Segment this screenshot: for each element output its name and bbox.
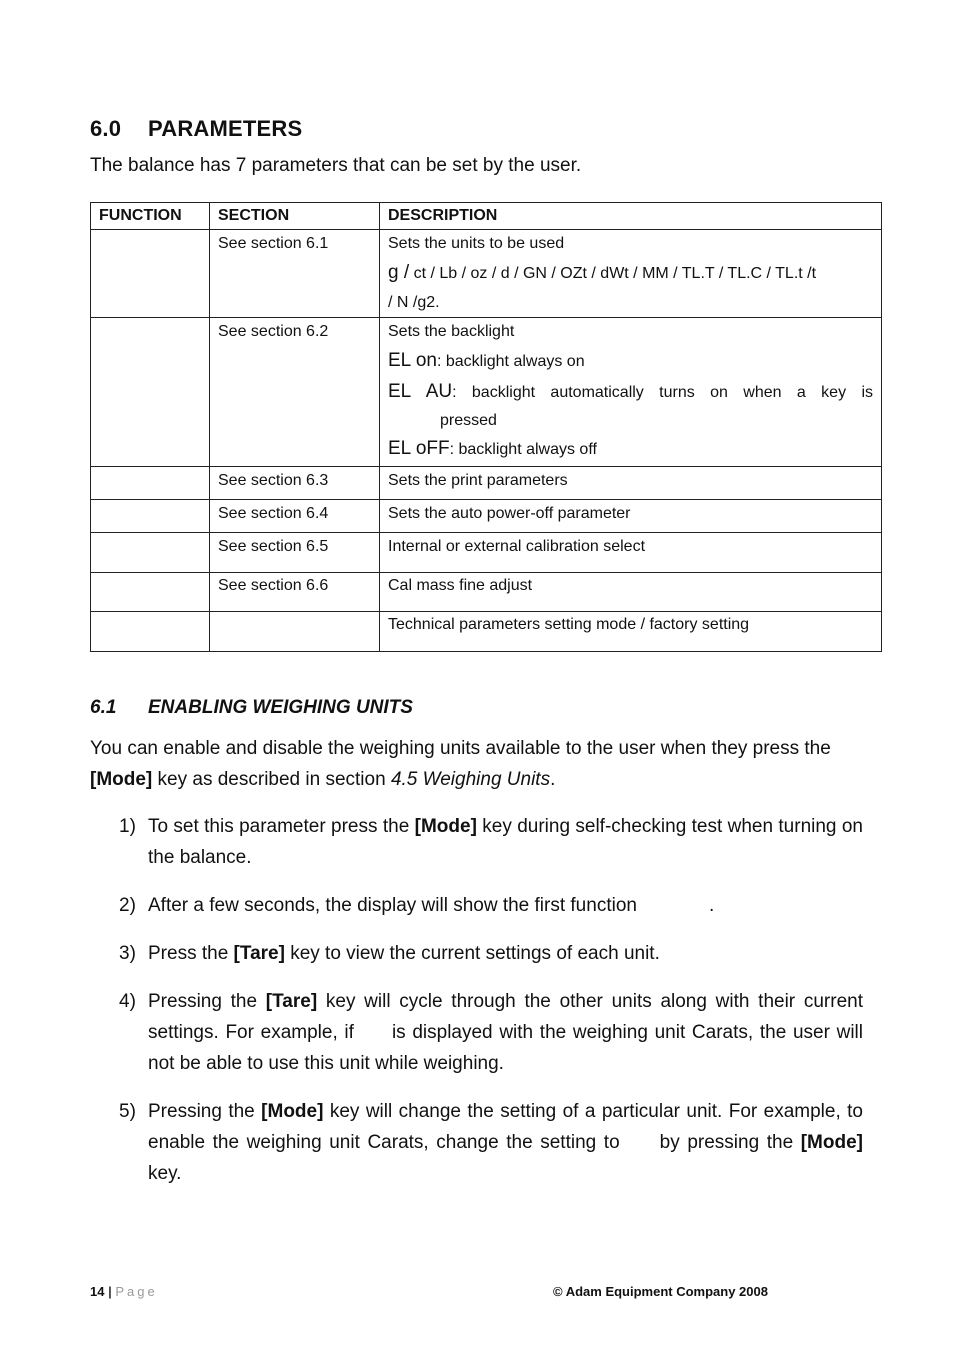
list-item [90,1096,863,1189]
function-cell [91,467,210,500]
step-text: Pressing the [148,1101,262,1122]
units-first: g / [388,262,410,283]
function-cell [91,500,210,533]
step-text: To set this parameter press the [148,816,415,837]
section-cell: See section 6.1 [210,230,380,318]
step-number: 1) [119,816,136,837]
para-text: . [550,769,556,790]
step-text: . [708,895,715,916]
page-number: 14 [90,1284,105,1299]
function-cell [91,318,210,467]
step-text: Pressing the [148,991,266,1012]
table-row [91,612,882,652]
section-reference: 4.5 Weighing Units [390,769,551,790]
key-label: [Mode] [414,816,477,837]
list-item [90,811,863,873]
header-section: SECTION [210,203,380,230]
function-cell [91,230,210,318]
para-text: key as described in section [152,769,391,790]
step-number: 2) [119,895,136,916]
function-cell [91,533,210,573]
subsection-title: ENABLING WEIGHING UNITS [148,697,413,718]
copyright-text: © Adam Equipment Company 2008 [553,1284,768,1299]
description-text: Sets the units to be used [388,235,565,252]
table-row [91,573,882,612]
steps-list [90,811,863,1206]
page-word: Page [115,1284,158,1299]
option-code: EL oFF [388,438,450,459]
section-intro: The balance has 7 parameters that can be set by the user. [90,155,582,176]
units-list [388,258,873,289]
description-cell [380,230,882,318]
section-heading [90,116,302,142]
table-row [91,500,882,533]
description-cell: Cal mass fine adjust [380,573,882,612]
section-cell [210,612,380,652]
function-cell [91,573,210,612]
subsection-number: 6.1 [90,697,117,718]
step-text: is displayed with the weighing unit Carats, the user will not be able to use this unit while weighing. [148,1022,863,1074]
page-number-block [90,1284,158,1299]
description-cell: Internal or external calibration select [380,533,882,573]
section-cell: See section 6.3 [210,467,380,500]
option-text: : backlight automatically turns on when a key is [452,384,873,401]
units-list-cont: / N /g2. [388,294,440,311]
option-code: EL on [388,350,437,371]
section-number: 6.0 [90,116,122,141]
description-cell: Sets the auto power-off parameter [380,500,882,533]
option-code: EL AU [388,381,453,402]
section-cell: See section 6.4 [210,500,380,533]
backlight-option-auto [388,377,873,408]
step-text: After a few seconds, the display will show the first function [148,895,637,916]
key-label: [Mode] [800,1132,863,1153]
key-label: [Tare] [233,943,285,964]
key-label: [Mode] [261,1101,324,1122]
table-header-row [91,203,882,230]
function-cell [91,612,210,652]
list-item [90,938,863,969]
description-cell: Technical parameters setting mode / factory setting [380,612,882,652]
description-cell: Sets the print parameters [380,467,882,500]
backlight-option-auto-cont: pressed [440,412,497,429]
step-number: 5) [119,1101,136,1122]
units-rest: ct / Lb / oz / d / GN / OZt / dWt / MM / TL.T / TL.C / TL.t /t [409,265,817,282]
description-cell [380,318,882,467]
mode-key-label: [Mode] [90,769,153,790]
table-row [91,318,882,467]
description-text: Sets the backlight [388,323,515,340]
step-number: 4) [119,991,136,1012]
step-text: key will cycle through the other units along with their current settings. For example, if [148,991,863,1043]
step-number: 3) [119,943,136,964]
key-label: [Tare] [265,991,318,1012]
footer-separator: | [108,1284,112,1299]
backlight-option-off [388,434,873,465]
table-row [91,230,882,318]
para-text: You can enable and disable the weighing units available to the user when they press the [90,738,831,759]
step-text: Press the [148,943,234,964]
list-item [90,986,863,1079]
step-text: by pressing the [659,1132,801,1153]
step-text: key. [148,1163,182,1184]
header-description: DESCRIPTION [380,203,882,230]
step-text: key to view the current settings of each unit. [284,943,660,964]
table-row [91,533,882,573]
parameters-table [90,202,882,652]
list-item [90,890,863,921]
option-text: : backlight always on [436,353,585,370]
step-text: key will change the setting of a particular unit. For example, to enable the weighing unit Carats, change the setting to [148,1101,863,1153]
section-cell: See section 6.5 [210,533,380,573]
option-text: : backlight always off [449,441,597,458]
header-function: FUNCTION [91,203,210,230]
subsection-paragraph [90,733,865,795]
step-text: key during self-checking test when turning on the balance. [148,816,863,868]
section-cell: See section 6.6 [210,573,380,612]
section-cell: See section 6.2 [210,318,380,467]
backlight-option-on [388,346,873,377]
section-title: PARAMETERS [148,116,303,141]
subsection-heading [90,697,413,719]
table-row [91,467,882,500]
